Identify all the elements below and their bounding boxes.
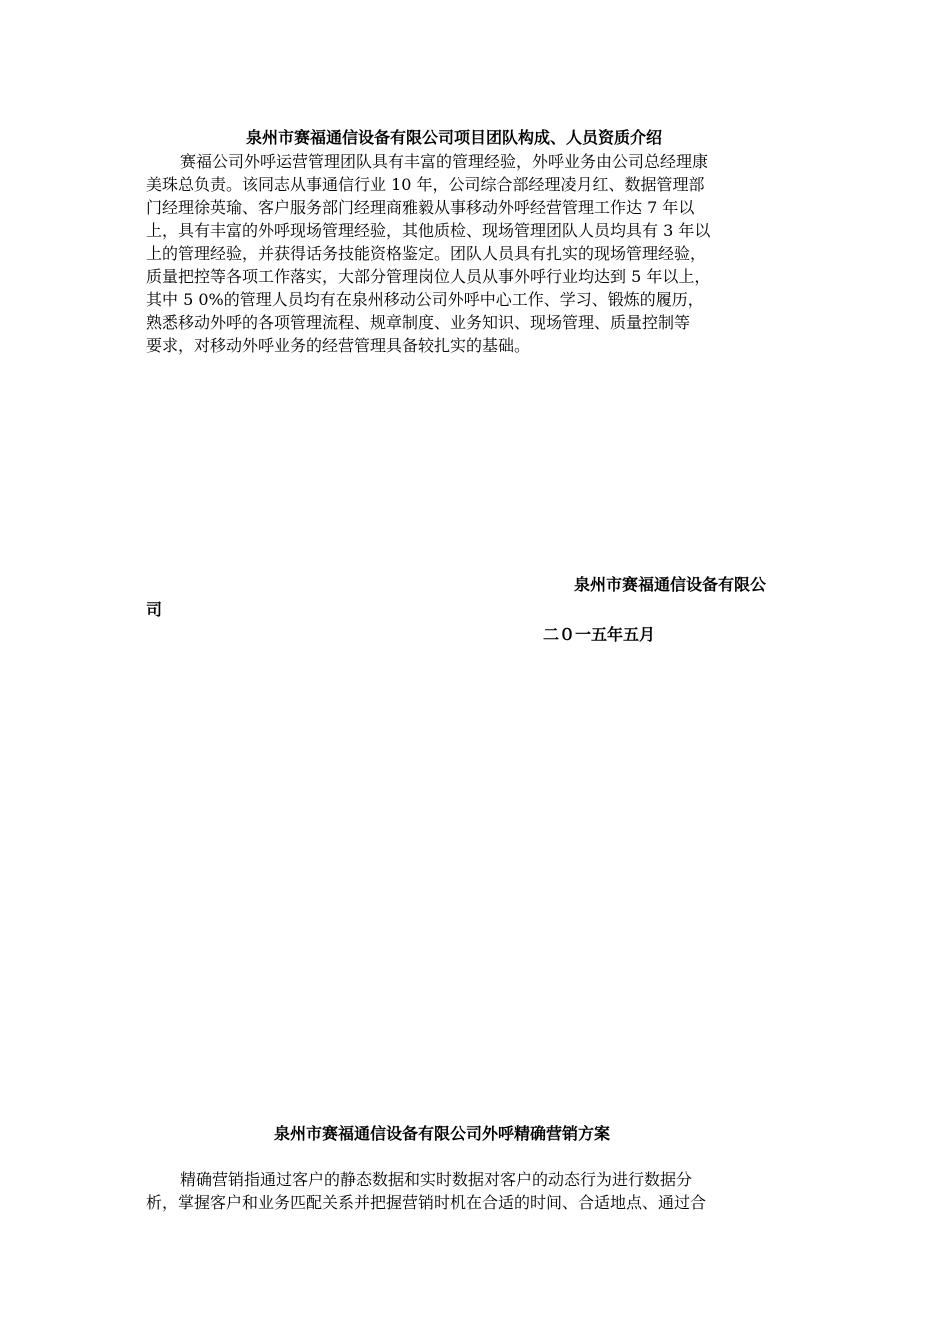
paragraph-line: 其中 5 0%的管理人员均有在泉州移动公司外呼中心工作、学习、锻炼的履历， bbox=[146, 290, 704, 309]
signature-company-wrap: 司 bbox=[146, 600, 163, 619]
section-title-marketing: 泉州市赛福通信设备有限公司外呼精确营销方案 bbox=[274, 1124, 611, 1143]
paragraph-line: 门经理徐英瑜、客户服务部门经理商雅毅从事移动外呼经营管理工作达 7 年以 bbox=[146, 198, 695, 217]
signature-date: 二０一五年五月 bbox=[543, 625, 656, 644]
team-intro-paragraph bbox=[146, 150, 806, 357]
paragraph-line: 要求，对移动外呼业务的经营管理具备较扎实的基础。 bbox=[146, 336, 531, 355]
paragraph-line: 美珠总负责。该同志从事通信行业 10 年，公司综合部经理凌月红、数据管理部 bbox=[146, 175, 705, 194]
paragraph-line: 上，具有丰富的外呼现场管理经验，其他质检、现场管理团队人员均具有 3 年以 bbox=[146, 221, 711, 240]
paragraph-line: 精确营销指通过客户的静态数据和实时数据对客户的动态行为进行数据分 bbox=[180, 1170, 693, 1189]
marketing-paragraph bbox=[146, 1168, 811, 1214]
paragraph-line: 熟悉移动外呼的各项管理流程、规章制度、业务知识、现场管理、质量控制等 bbox=[146, 313, 691, 332]
paragraph-line: 质量把控等各项工作落实，大部分管理岗位人员从事外呼行业均达到 5 年以上， bbox=[146, 267, 711, 286]
signature-company: 泉州市赛福通信设备有限公 bbox=[574, 575, 767, 594]
paragraph-line: 上的管理经验，并获得话务技能资格鉴定。团队人员具有扎实的现场管理经验， bbox=[146, 244, 707, 263]
section-title-team: 泉州市赛福通信设备有限公司项目团队构成、人员资质介绍 bbox=[246, 128, 663, 147]
paragraph-line: 析，掌握客户和业务匹配关系并把握营销时机在合适的时间、合适地点、通过合 bbox=[146, 1193, 707, 1212]
paragraph-line: 赛福公司外呼运营管理团队具有丰富的管理经验，外呼业务由公司总经理康 bbox=[180, 152, 709, 171]
